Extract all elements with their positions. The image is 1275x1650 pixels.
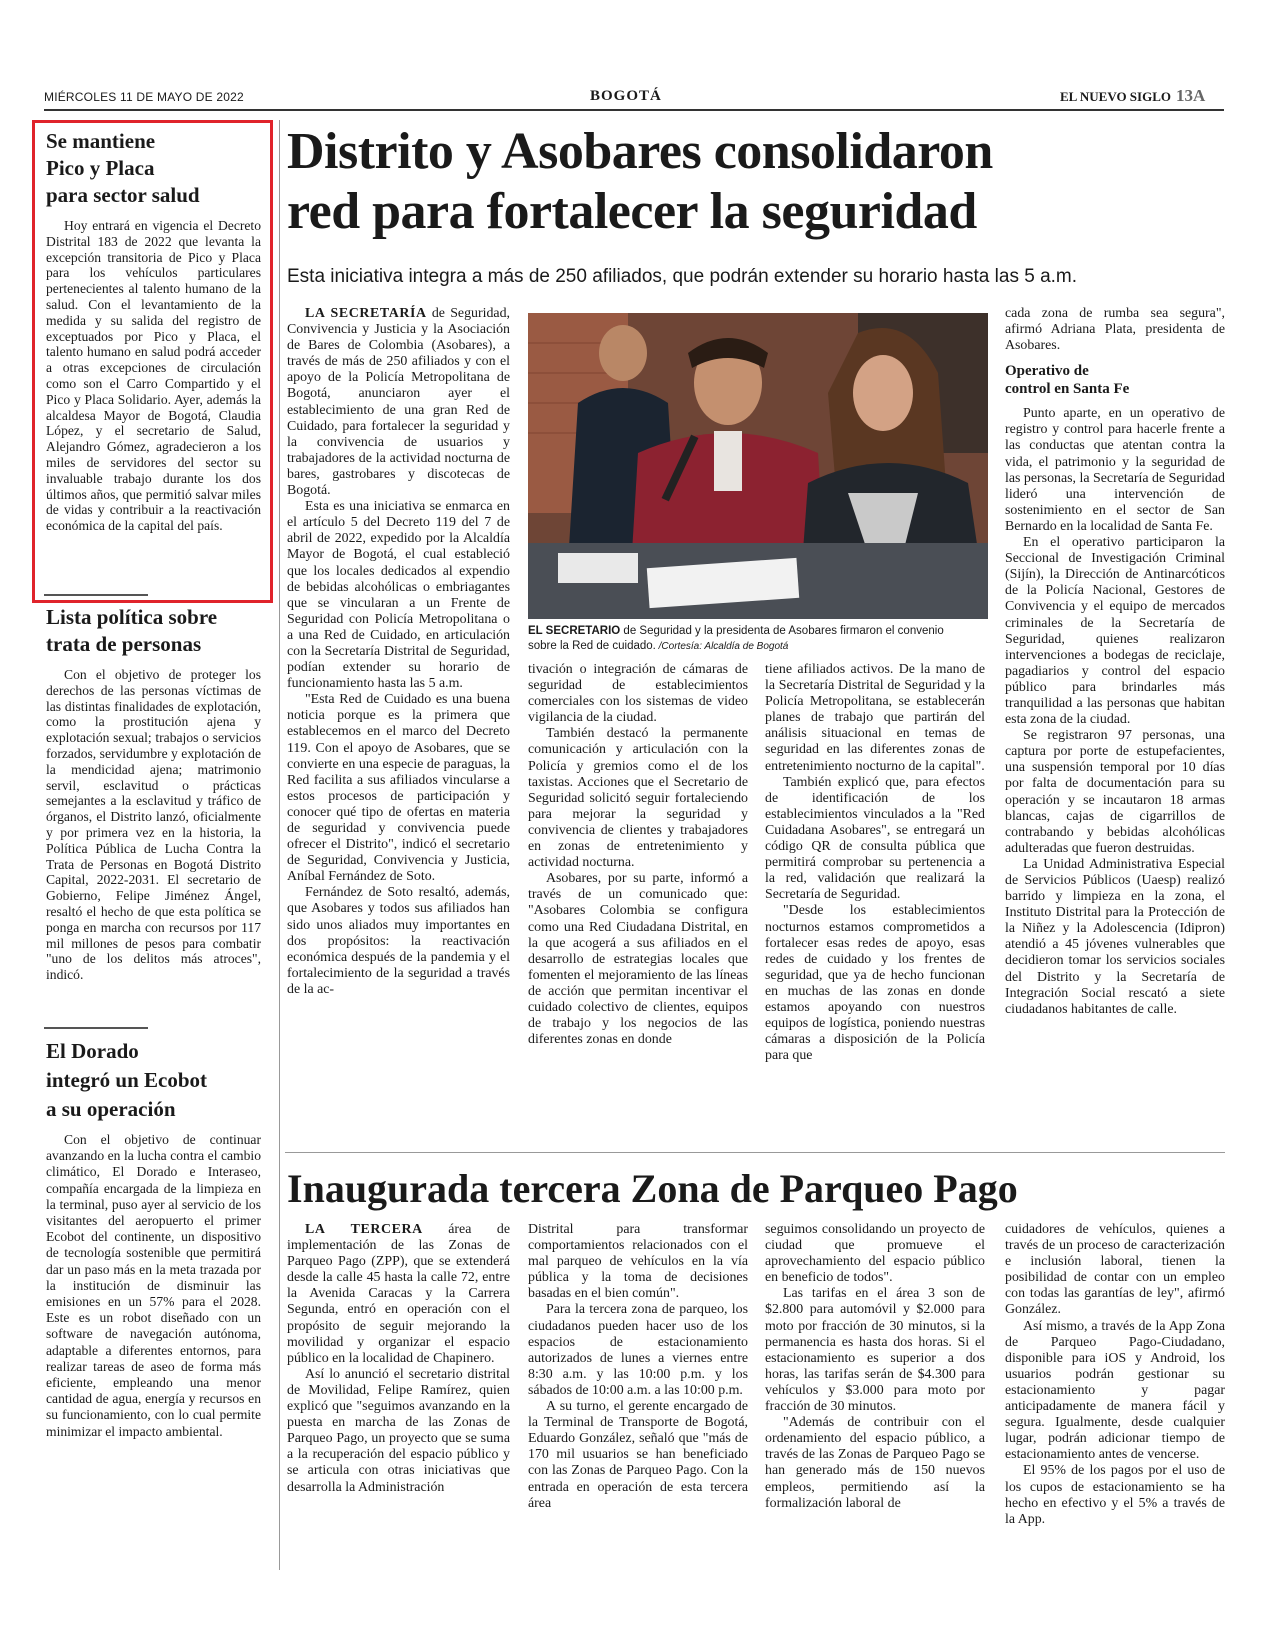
- article-paragraph: LA SECRETARÍA de Seguridad, Convivencia y Justicia y la Asociación de Bares de Colombia (Asobares), a través de más de 250 afiliados y con el apoyo de la Policía Metropolitana de Bogotá, anunciaron ayer el establecimiento de una gran Red de Cuidado, para fortalecer la seguridad y la convivencia de usuarios y trabajadores de la actividad nocturna de bares, gastrobares y discotecas de Bogotá.: [287, 306, 510, 499]
- article-paragraph: LA TERCERA área de implementación de las Zonas de Parqueo Pago (ZPP), que se extenderá desde la calle 45 hasta la calle 72, entre la Avenida Caracas y la Carrera Segunda, entró en operación con el propósito de seguir mejorando la movilidad y organizar el espacio público en la localidad de Chapinero.: [287, 1222, 510, 1366]
- article-paragraph: También explicó que, para efectos de identificación de los establecimientos vinculados a la "Red Cuidadana Asobares", se entregará un código QR de consulta pública que permitirá comprobar su pertenencia a la red, validación que realizará la Secretaría de Seguridad.: [765, 774, 985, 903]
- article-paragraph: A su turno, el gerente encargado de la Terminal de Transporte de Bogotá, Eduardo González, señaló que "más de 170 mil usuarios se han beneficiado con las Zonas de Parqueo Pago. Con la entrada en operación de esta tercera área: [528, 1399, 748, 1511]
- article-paragraph: Para la tercera zona de parqueo, los ciudadanos pueden hacer uso de los espacios de estacionamiento autorizados de lunes a viernes entre 8:30 a.m. y las 10:00 p.m. y los sábados de 10:00 a.m. a las 10:00 p.m.: [528, 1302, 748, 1398]
- column-rule: [279, 120, 280, 1570]
- article-paragraph: También destacó la permanente comunicación y articulación con la Policía y gremios como el de los taxistas. Acciones que el Secretario de Seguridad solicitó seguir fortaleciendo para mejorar la seguridad y convivencia de clientes y trabajadores en zonas de entretenimiento y actividad nocturna.: [528, 726, 748, 871]
- sidebar-story-health: [46, 128, 261, 534]
- story-title: El Dorado integró un Ecobot a su operación: [46, 1039, 208, 1121]
- article-column: [1005, 1222, 1225, 1528]
- article-paragraph: Así lo anunció el secretario distrital de Movilidad, Felipe Ramírez, quien explicó que "seguimos avanzando en la puesta en marcha de las Zonas de Parqueo Pago, un proyecto que se suma a la recuperación del espacio público y se articula con otras iniciativas que desarrolla la Administración: [287, 1366, 510, 1495]
- newspaper-brand: EL NUEVO SIGLO: [1060, 89, 1171, 104]
- sidebar-story-ecobot: [46, 1037, 261, 1440]
- edition-date: MIÉRCOLES 11 DE MAYO DE 2022: [44, 90, 244, 104]
- page-number: 13A: [1176, 86, 1206, 105]
- article-paragraph: Se registraron 97 personas, una captura por porte de estupefacientes, una suspensión temporal por 10 días por falta de documentación para su operación y se incautaron 18 armas blancas, cajas de cigarrillos de contrabando y bebidas alcohólicas adulteradas que fueron destruidas.: [1005, 728, 1225, 856]
- article-paragraph: cada zona de rumba sea segura", afirmó Adriana Plata, presidenta de Asobares.: [1005, 306, 1225, 354]
- article-paragraph: Asobares, por su parte, informó a través de un comunicado que: "Asobares Colombia se configura como una Red Ciudadana Distrital, en la que acogerá a sus afiliados en el desarrollo de estrategias locales que fomenten el mejoramiento de las líneas de acción que permitan incentivar el cuidado colectivo de clientes, equipos de trabajo y los negocios de las diferentes zonas en donde: [528, 871, 748, 1048]
- article-column: [287, 1222, 510, 1496]
- article-subheadline: Esta iniciativa integra a más de 250 afiliados, que podrán extender su horario hasta las 5 a.m.: [287, 266, 1078, 287]
- header-rule: [44, 109, 1224, 111]
- article-paragraph: Esta es una iniciativa se enmarca en el artículo 5 del Decreto 119 del 7 de abril de 2022, expedido por la Alcaldía Mayor de Bogotá, el cual estableció que los locales dedicados al expendio de bebidas alcohólicas o embriagantes que se vincularan a un Frente de Seguridad con Policía Metropolitana o a una Red de Cuidado, en articulación con la Secretaría Distrital de Seguridad, podían extender su horario de funcionamiento hasta las 5 a.m.: [287, 499, 510, 692]
- sidebar-divider: [44, 1027, 148, 1029]
- sidebar-story-trafficking: [46, 604, 261, 983]
- article-paragraph: Fernández de Soto resaltó, además, que Asobares y todos sus afiliados han sido unos aliados muy importantes en dos propósitos: la reactivación económica después de la pandemia y el fortalecimiento de la seguridad a través de la ac-: [287, 885, 510, 997]
- article-column: [765, 662, 985, 1064]
- section-name: BOGOTÁ: [590, 88, 662, 104]
- story-body: Con el objetivo de continuar avanzando en la lucha contra el cambio climático, El Dorado e Interaseo, compañía encargada de la limpieza en la terminal, puso ayer al servicio de los visitantes del aeropuerto el primer Ecobot del continente, un dispositivo de tecnología sostenible que permitirá dar un paso más en la meta trazada por la institución de disminuir las emisiones en un 57% para el 2028. Este es un robot diseñado con un software de navegación autónoma, adaptable a diferentes entornos, para realizar tareas de aseo de forma más eficiente, empleando una menor cantidad de agua, energía y recursos en su funcionamiento, con lo cual permite minimizar el impacto ambiental.: [46, 1132, 261, 1439]
- article-column: [287, 306, 510, 998]
- article-headline: Inaugurada tercera Zona de Parqueo Pago: [287, 1166, 1018, 1211]
- photo-caption: EL SECRETARIO de Seguridad y la presidenta de Asobares firmaron el convenio sobre la Red de cuidado. /Cortesía: Alcaldía de Bogotá: [528, 625, 944, 652]
- article-paragraph: seguimos consolidando un proyecto de ciudad que promueve el aprovechamiento del espacio público en beneficio de todos".: [765, 1222, 985, 1286]
- meeting-photo-illustration: [528, 313, 988, 619]
- article-paragraph: La Unidad Administrativa Especial de Servicios Públicos (Uaesp) realizó barrido y limpieza en la zona, el Instituto Distrital para la Protección de la Niñez y la Adolescencia (Idipron) atendió a 45 jóvenes vulnerables que decidieron tomar los servicios sociales del Distrito y la Secretaría de Integración Social rescató a siete ciudadanos habitantes de calle.: [1005, 856, 1225, 1017]
- story-body: Hoy entrará en vigencia el Decreto Distrital 183 de 2022 que levanta la excepción transitoria de Pico y Placa para los vehículos particulares pertenecientes al talento humano de la salud. Con el levantamiento de la medida y su salida del registro de exceptuados por Pico y Placa, el talento humano en salud podrá acceder a otras excepciones de circulación como son el Carro Compartido y el Pico y Placa Solidario. Ayer, además la alcaldesa Mayor de Bogotá, Claudia López, y el secretario de Salud, Alejandro Gómez, agradecieron a los miles de servidores del sector su invaluable trabajo durante los dos últimos años, que permitió salvar miles de vidas y contribuir a la reactivación económica de la capital del país.: [46, 218, 261, 534]
- article-paragraph: Las tarifas en el área 3 son de $2.800 para automóvil y $2.000 para moto por fracción de 30 minutos, si la permanencia es hasta dos horas. Si el estacionamiento es superior a dos horas, las tarifas serán de $4.300 para vehículos y $3.000 para moto por fracción de 30 minutos.: [765, 1286, 985, 1415]
- article-photo: [528, 313, 988, 619]
- article-paragraph: En el operativo participaron la Seccional de Investigación Criminal (Sijín), la Dirección de Antinarcóticos de la Policía Nacional, Gestores de Convivencia y el equipo de mercados criminales de la Secretaría de Seguridad, quienes realizaron intervenciones a bodegas de reciclaje, pagadiarios y control del espacio público para brindarles más tranquilidad a las personas que habitan esta zona de la ciudad.: [1005, 535, 1225, 728]
- article-paragraph: "Esta Red de Cuidado es una buena noticia porque es la primera que establecemos en el marco del Decreto 119. Con el apoyo de Asobares, que se convierte en una especie de paraguas, la Red facilita a sus afiliados vincularse a estos procesos de participación y conocer qué tipo de ofertas en materia de seguridad y convivencia puede ofrecer el Distrito", indicó el secretario de Seguridad, Convivencia y Justicia, Aníbal Fernández de Soto.: [287, 692, 510, 885]
- story-title: Se mantiene Pico y Placa para sector salud: [46, 129, 200, 207]
- article-subhead: Operativo de control en Santa Fe: [1005, 363, 1130, 398]
- article-paragraph: "Desde los establecimientos nocturnos estamos comprometidos a fortalecer esas redes de apoyo, esas redes de cuidado y los frentes de seguridad, que ya de hecho funcionan en muchas de las zonas en donde estamos apoyando con nuestros equipos de logística, poniendo nuestras cámaras a disposición de la Policía para que: [765, 903, 985, 1064]
- article-column: [765, 1222, 985, 1512]
- sidebar-divider: [44, 594, 148, 596]
- section-rule: [285, 1152, 1225, 1153]
- article-paragraph: Punto aparte, en un operativo de registro y control para hacerle frente a las conductas que atentan contra la vida, el patrimonio y la seguridad de las personas, la Secretaría de Seguridad lideró una intervención de sostenimiento en el sector de San Bernardo en la localidad de Santa Fe.: [1005, 406, 1225, 534]
- article-paragraph: "Además de contribuir con el ordenamiento del espacio público, a través de las Zonas de Parqueo Pago se han generado más de 150 nuevos empleos, permitiendo así la formalización laboral de: [765, 1415, 985, 1511]
- article-column: [1005, 306, 1225, 1018]
- article-column: [528, 662, 748, 1048]
- story-body: Con el objetivo de proteger los derechos de las personas víctimas de las distintas finalidades de explotación, como la prostitución ajena y explotación sexual; trabajos o servicios forzados, servidumbre y explotación de la mendicidad ajena; matrimonio servil, esclavitud o prácticas semejantes a la esclavitud y tráfico de órganos, el Distrito lanzó, oficialmente y por primera vez en la historia, la Política Pública de Lucha Contra la Trata de Personas en Bogotá Distrito Capital, 2022-2031. El secretario de Gobierno, Felipe Jiménez Ángel, resaltó el hecho de que esta política se ponga en marcha con recursos por 117 mil millones de pesos para combatir "uno de los delitos más atroces", indicó.: [46, 667, 261, 983]
- story-title: Lista política sobre trata de personas: [46, 605, 218, 656]
- article-paragraph: Así mismo, a través de la App Zona de Parqueo Pago-Ciudadano, disponible para iOS y Android, los usuarios podrán gestionar su estacionamiento y pagar anticipadamente de manera fácil y segura. Igualmente, desde cualquier lugar, podrán adicionar tiempo de estacionamiento antes de vencerse.: [1005, 1318, 1225, 1463]
- article-headline: Distrito y Asobares consolidaron red para fortalecer la seguridad: [287, 123, 993, 240]
- article-paragraph: El 95% de los pagos por el uso de los cupos de estacionamiento se ha hecho en efectivo y el 5% a través de la App.: [1005, 1463, 1225, 1527]
- article-paragraph: tiene afiliados activos. De la mano de la Secretaría Distrital de Seguridad y la Policía Metropolitana, se establecerán planes de trabajo que partirán del análisis situacional en temas de seguridad en las diferentes zonas de entretenimiento nocturno de la capital".: [765, 662, 985, 774]
- article-column: [528, 1222, 748, 1512]
- article-paragraph: tivación o integración de cámaras de seguridad de establecimientos comerciales con los sistemas de video vigilancia de la ciudad.: [528, 662, 748, 726]
- article-paragraph: Distrital para transformar comportamientos relacionados con el mal parqueo de vehículos en la vía pública y la toma de decisiones basadas en el bien común".: [528, 1222, 748, 1302]
- article-paragraph: cuidadores de vehículos, quienes a través de un proceso de caracterización e inclusión laboral, tienen la posibilidad de contar con un empleo con todas las garantías de ley", afirmó González.: [1005, 1222, 1225, 1318]
